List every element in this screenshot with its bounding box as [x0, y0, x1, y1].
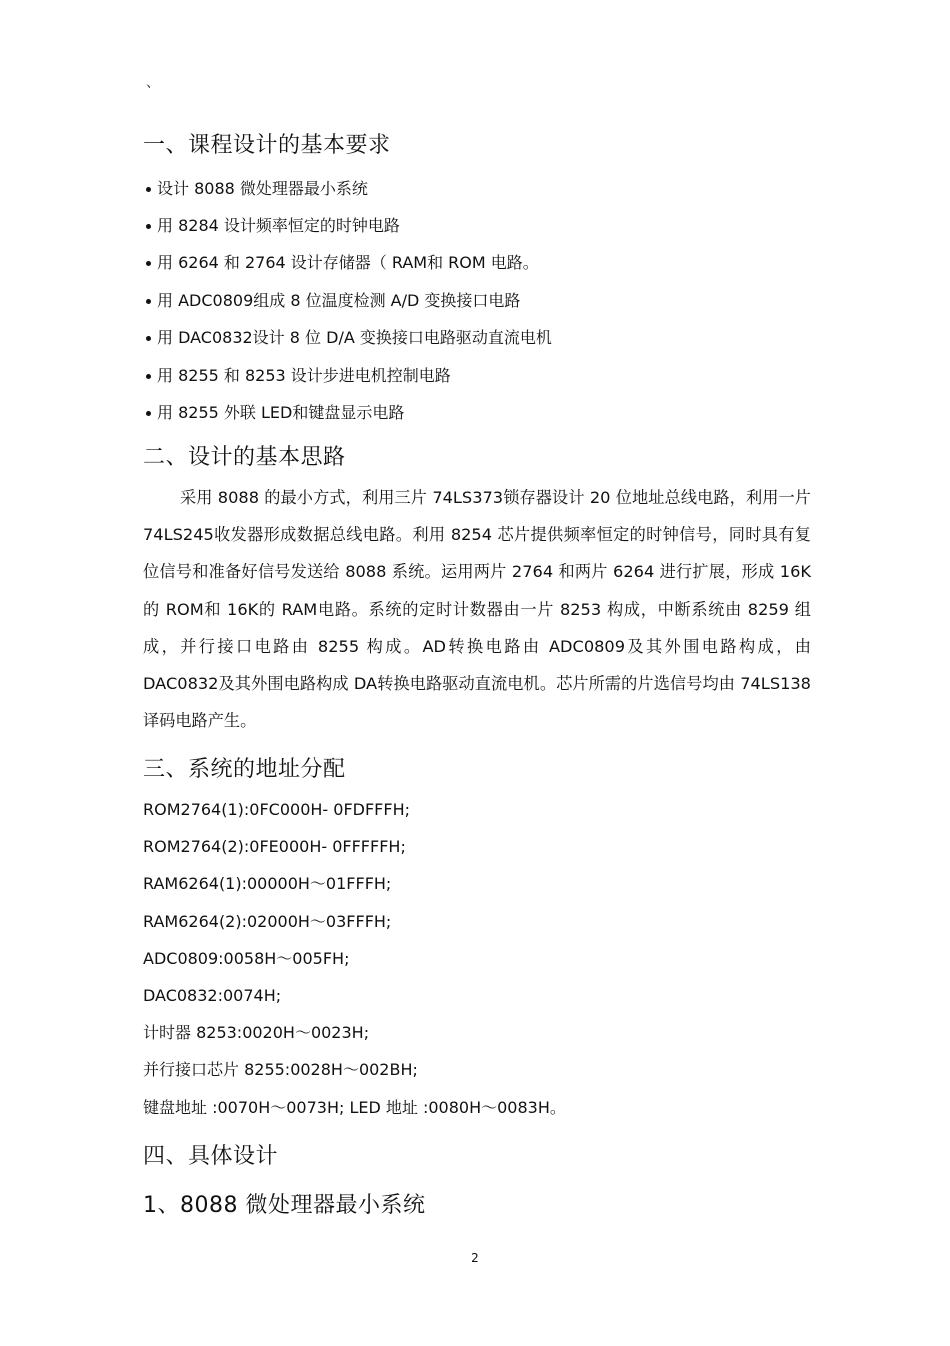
bullet-icon: [146, 374, 151, 379]
bullet-icon: [146, 336, 151, 341]
address-list: [143, 795, 566, 1130]
bullet-icon: [146, 187, 151, 192]
list-item: 用 8284 设计频率恒定的时钟电路: [146, 207, 552, 244]
address-line: RAM6264(2):02000H～03FFFH;: [143, 911, 392, 931]
bullet-icon: [146, 411, 151, 416]
address-line: 键盘地址 :0070H～0073H; LED 地址 :0080H～0083H。: [143, 1097, 566, 1117]
bullet-icon: [146, 261, 151, 266]
design-approach-paragraph: 采用 8088 的最小方式，利用三片 74LS373锁存器设计 20 位地址总线电路，利用一片 74LS245收发器形成数据总线电路。利用 8254 芯片提供频率恒定的时钟信号，同时具有复位信号和准备好信号发送给 8088 系统。运用两片 2764 和两片 6264 进行扩展，形成 16K的 ROM和 16K的 RAM电路。系统的定时计数器由一片 8253 构成，中断系统由 8259 组成，并行接口电路由 8255 构成。AD转换电路由 ADC0809及其外围电路构成，由 DAC0832及其外围电路构成 DA转换电路驱动直流电机。芯片所需的片选信号均由 74LS138译码电路产生。: [143, 488, 811, 731]
section1-heading: 一、课程设计的基本要求: [143, 133, 391, 158]
list-item: 设计 8088 微处理器最小系统: [146, 170, 552, 207]
address-line: RAM6264(1):00000H～01FFFH;: [143, 874, 392, 894]
address-line: DAC0832:0074H;: [143, 985, 282, 1005]
address-line: 并行接口芯片 8255:0028H～002BH;: [143, 1060, 418, 1080]
address-line: ROM2764(2):0FE000H- 0FFFFFH;: [143, 837, 406, 857]
bullet-icon: [146, 299, 151, 304]
page-number: 2: [471, 1251, 479, 1265]
section3-heading: 三、系统的地址分配: [143, 757, 346, 782]
section4-heading: 四、具体设计: [143, 1144, 279, 1169]
top-mark: 、: [146, 75, 160, 91]
address-line: ROM2764(1):0FC000H- 0FDFFFH;: [143, 800, 411, 819]
list-item: 用 8255 和 8253 设计步进电机控制电路: [146, 357, 552, 394]
list-item: 用 ADC0809组成 8 位温度检测 A/D 变换接口电路: [146, 282, 552, 319]
address-line: ADC0809:0058H～005FH;: [143, 948, 350, 968]
list-item: 用 8255 外联 LED和键盘显示电路: [146, 394, 552, 431]
address-line: 计时器 8253:0020H～0023H;: [143, 1023, 370, 1043]
bullet-icon: [146, 224, 151, 229]
requirements-list: [146, 170, 552, 432]
list-item: 用 6264 和 2764 设计存储器（ RAM和 ROM 电路。: [146, 245, 552, 282]
section4-subheading: 1、8088 微处理器最小系统: [143, 1193, 426, 1218]
section2-heading: 二、设计的基本思路: [143, 445, 346, 470]
list-item: 用 DAC0832设计 8 位 D/A 变换接口电路驱动直流电机: [146, 320, 552, 357]
